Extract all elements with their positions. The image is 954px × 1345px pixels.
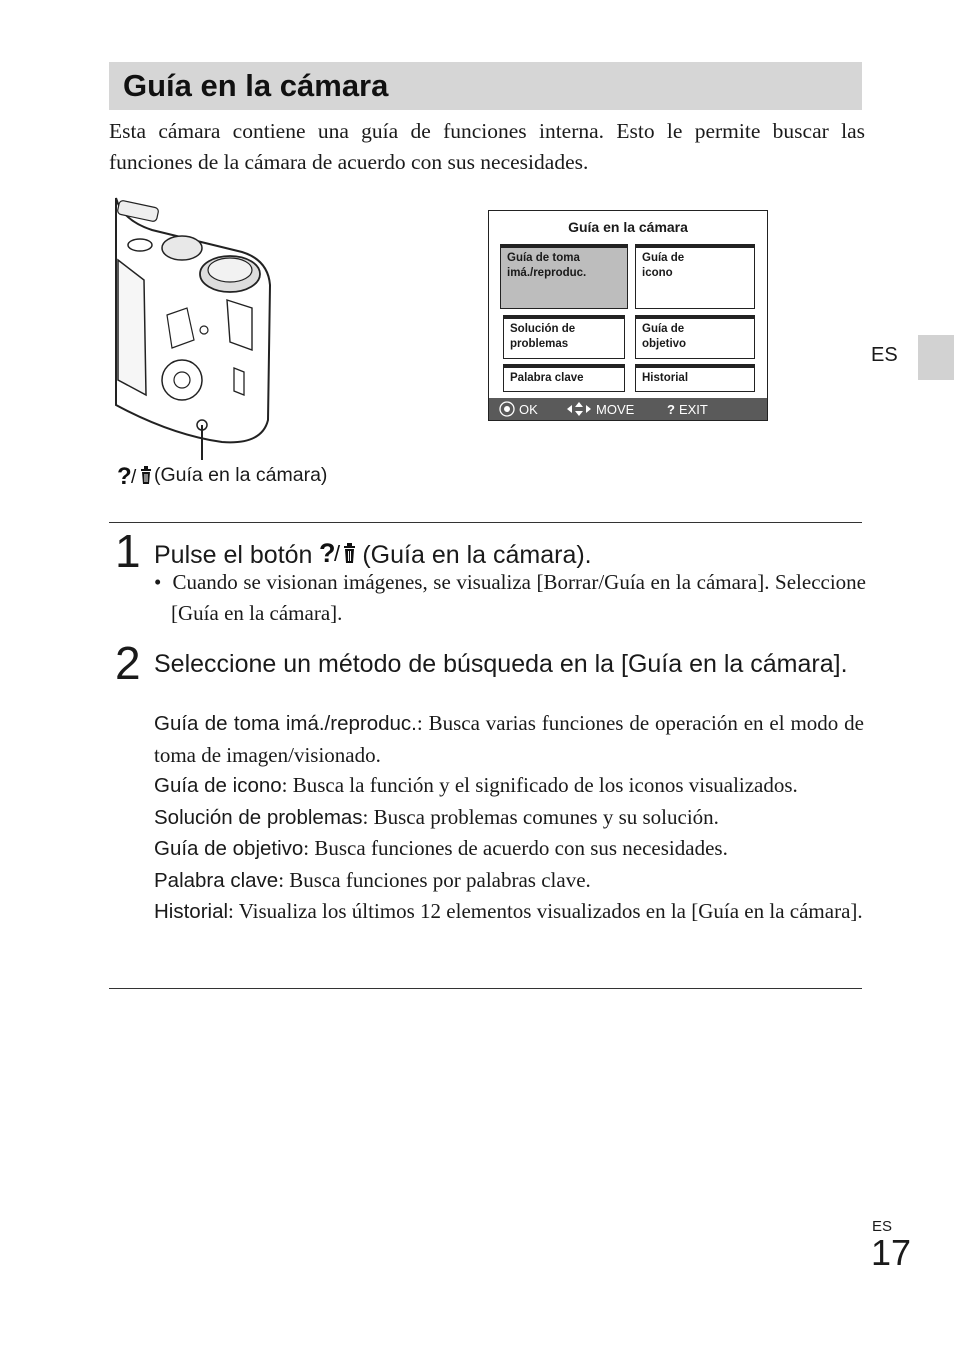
step-divider-bottom: [109, 988, 862, 989]
list-item-term: Guía de toma imá./reproduc.: [154, 712, 417, 735]
list-item-term: Historial: [154, 900, 229, 923]
menu-item-icono[interactable]: Guía de icono: [635, 244, 755, 309]
page-language: ES: [872, 1218, 893, 1235]
caption-text: (Guía en la cámara): [154, 463, 328, 486]
help-trash-icon: [319, 538, 355, 566]
step-1-bullet-text: Cuando se visionan imágenes, se visualiza [Borrar/Guía en la cámara]. Seleccione [Guía en la cámara].: [171, 570, 867, 625]
control-wheel-icon: [499, 401, 515, 417]
step-divider-top: [109, 522, 862, 523]
camera-illustration: [112, 190, 282, 460]
section-title: Guía en la cámara: [123, 68, 389, 103]
list-item: [154, 833, 864, 865]
list-item: [154, 896, 864, 928]
menu-item-objetivo[interactable]: Guía de objetivo: [635, 315, 755, 359]
footer-ok-label: OK: [519, 401, 538, 417]
language-side-tab: [918, 335, 954, 380]
svg-text:/: /: [334, 541, 341, 566]
step-1-number: 1: [115, 525, 141, 577]
illustration-caption: [117, 462, 327, 488]
step-2-number: 2: [115, 637, 141, 689]
help-trash-button-icon: [117, 462, 151, 488]
list-item-desc: : Busca varias funciones de operación en el modo de toma de imagen/visionado.: [154, 711, 864, 767]
camera-screen-mockup: [488, 210, 768, 421]
list-item-desc: : Busca funciones por palabras clave.: [278, 867, 591, 892]
step-1-title-post: (Guía en la cámara).: [362, 541, 592, 569]
list-item-desc: : Busca la función y el significado de los iconos visualizados.: [281, 773, 798, 797]
svg-text:/: /: [131, 467, 137, 488]
screen-title: Guía en la cámara: [568, 219, 688, 235]
svg-text:?: ?: [319, 538, 336, 566]
list-item-term: Guía de objetivo: [154, 837, 304, 860]
step-1-title: [154, 538, 592, 568]
screen-footer: [489, 398, 767, 420]
search-method-list: [154, 708, 864, 928]
step-1-bullet: • Cuando se visionan imágenes, se visualiza [Borrar/Guía en la cámara]. Seleccione [Guía en la cámara].: [154, 570, 867, 625]
help-icon: ?: [667, 401, 675, 417]
menu-item-historial[interactable]: Historial: [635, 364, 755, 392]
list-item-term: Palabra clave: [154, 868, 279, 892]
intro-paragraph: Esta cámara contiene una guía de funciones interna. Esto le permite buscar las funciones de la cámara de acuerdo con sus necesidades.: [109, 119, 865, 174]
list-item: [154, 770, 864, 802]
list-item-term: Guía de icono: [154, 774, 282, 797]
step-2-title: Seleccione un método de búsqueda en la [Guía en la cámara].: [154, 650, 848, 678]
menu-item-palabra-clave[interactable]: Palabra clave: [503, 364, 625, 392]
menu-item-toma[interactable]: Guía de toma imá./reproduc.: [500, 244, 628, 309]
list-item-term: Solución de problemas: [154, 805, 363, 829]
menu-item-problemas[interactable]: Solución de problemas: [503, 315, 625, 359]
list-item-desc: : Busca problemas comunes y su solución.: [362, 804, 719, 829]
list-item: [154, 708, 864, 770]
svg-text:?: ?: [117, 463, 132, 488]
section-header: [109, 62, 862, 110]
list-item-desc: : Busca funciones de acuerdo con sus necesidades.: [303, 836, 728, 860]
list-item: [154, 802, 864, 834]
footer-move-label: MOVE: [596, 401, 635, 417]
footer-exit: [667, 402, 708, 417]
list-item: [154, 865, 864, 897]
step-1-title-pre: Pulse el botón: [154, 541, 313, 569]
footer-move: [566, 402, 634, 417]
list-item-desc: : Visualiza los últimos 12 elementos visualizados en la [Guía en la cámara].: [228, 899, 863, 923]
page-number: 17: [871, 1232, 912, 1273]
language-label: ES: [871, 344, 898, 366]
footer-exit-label: EXIT: [678, 401, 708, 417]
move-arrows-icon: [566, 402, 592, 416]
footer-ok: [499, 401, 538, 417]
